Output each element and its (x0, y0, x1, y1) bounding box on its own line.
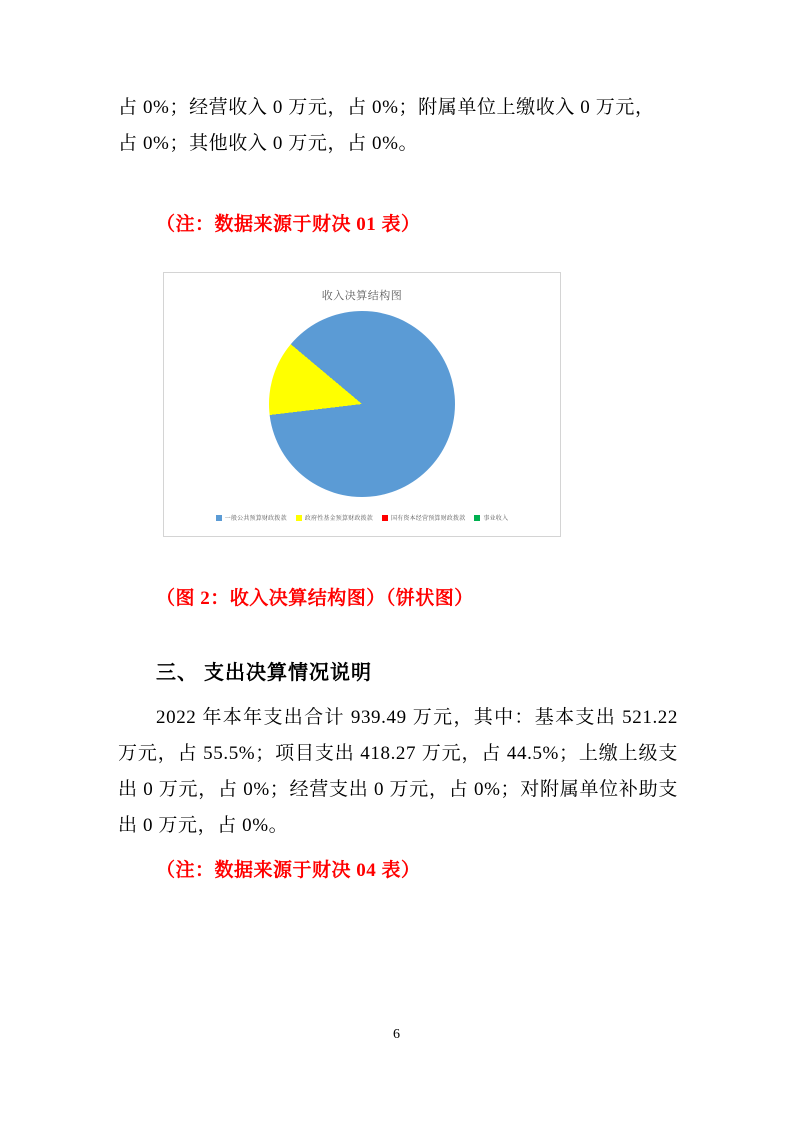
paragraph-income-continued-line1: 占 0%；经营收入 0 万元，占 0%；附属单位上缴收入 0 万元， (118, 97, 655, 118)
pie-graphic (231, 273, 493, 535)
legend-label: 一般公共预算财政拨款 (224, 516, 287, 522)
spacer (118, 162, 678, 208)
spacer (118, 610, 678, 656)
paragraph-expenditure-body: 2022 年本年支出合计 939.49 万元，其中：基本支出 521.22 万元，占 55.5%；项目支出 418.27 万元，占 44.5%；上缴上级支出 0 万元，占 0%；经营支出 0 万元，占 0%；对附属单位补助支出 0 万元，占 0%。 (118, 707, 678, 836)
legend-swatch-icon (474, 515, 480, 521)
note-data-source-01: （注：数据来源于财决 01 表） (156, 214, 421, 235)
page-number: 6 (393, 1027, 400, 1042)
legend-item (382, 513, 465, 522)
pie-area (164, 311, 560, 501)
legend-label: 国有资本经营预算财政拨款 (391, 516, 466, 522)
legend-label: 事业收入 (483, 516, 509, 522)
income-structure-pie-chart (163, 272, 561, 537)
figure-caption: （图 2：收入决算结构图）（饼状图） (156, 588, 474, 609)
paragraph-income-continued-line2: 占 0%；其他收入 0 万元，占 0%。 (118, 133, 419, 154)
spacer (118, 537, 678, 583)
chart-title: 收入决算结构图 (321, 290, 403, 302)
page-content (118, 90, 678, 888)
spacer (118, 690, 678, 700)
legend-item (474, 513, 508, 522)
legend-swatch-icon (216, 515, 222, 521)
chart-legend (164, 513, 560, 522)
spacer (118, 844, 678, 854)
spacer (118, 242, 678, 272)
legend-swatch-icon (296, 515, 302, 521)
legend-swatch-icon (382, 515, 388, 521)
section-heading-expenditure: 三、 支出决算情况说明 (156, 662, 372, 684)
note-data-source-04: （注：数据来源于财决 04 表） (156, 860, 421, 881)
legend-item (216, 513, 287, 522)
legend-label: 政府性基金预算财政拨款 (304, 516, 373, 522)
legend-item (296, 513, 373, 522)
